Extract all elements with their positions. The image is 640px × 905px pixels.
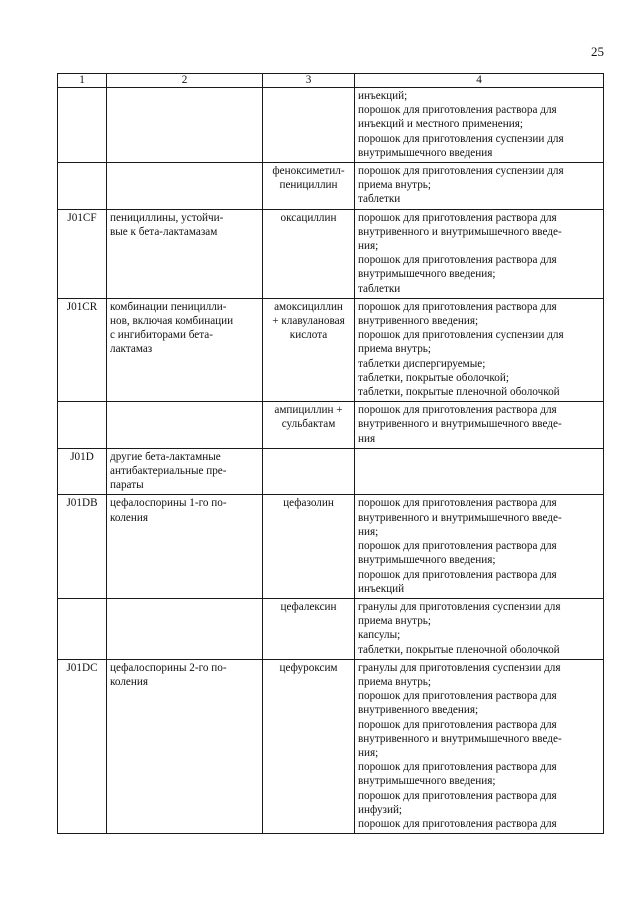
atc-code-cell: J01CR <box>58 298 107 401</box>
group-name-line: коления <box>110 511 148 524</box>
dosage-form-cell <box>355 598 604 659</box>
dosage-form-line: гранулы для приготовления суспензии для <box>358 600 561 613</box>
table-header-row <box>58 74 604 88</box>
group-name-line: антибактериальные пре- <box>110 465 227 478</box>
dosage-form-cell <box>355 88 604 163</box>
dosage-form-line: ния; <box>358 746 379 759</box>
group-name-line: другие бета-лактамные <box>110 450 221 463</box>
drug-name-cell <box>263 402 355 449</box>
group-name-line: пенициллины, устойчи- <box>110 211 224 224</box>
dosage-form-line: внутривенного и внутримышечного введе- <box>358 732 562 745</box>
dosage-form-line: внутривенного и внутримышечного введе- <box>358 511 562 524</box>
table-row <box>58 598 604 659</box>
group-name-line: параты <box>110 479 144 492</box>
drug-name-line: ампициллин + <box>274 404 343 417</box>
dosage-form-line: порошок для приготовления раствора для <box>358 254 557 267</box>
drug-name-line: цефалексин <box>280 600 337 613</box>
dosage-form-line: гранулы для приготовления суспензии для <box>358 661 561 674</box>
group-name-cell <box>107 598 263 659</box>
dosage-form-cell <box>355 209 604 298</box>
dosage-form-line: порошок для приготовления раствора для <box>358 497 557 510</box>
table-row <box>58 495 604 598</box>
dosage-form-line: внутривенного и внутримышечного введе- <box>358 418 562 431</box>
column-header-1: 1 <box>58 74 107 88</box>
drug-name-line: кислота <box>289 329 328 342</box>
dosage-form-line: порошок для приготовления раствора для <box>358 761 557 774</box>
drug-name-line: амоксициллин <box>274 300 343 313</box>
group-name-line: цефалоспорины 2-го по- <box>110 661 227 674</box>
table-row <box>58 88 604 163</box>
dosage-form-line: инъекций; <box>358 90 408 102</box>
group-name-cell <box>107 402 263 449</box>
atc-code-cell <box>58 598 107 659</box>
group-name-line: нов, включая комбинации <box>110 315 234 328</box>
drug-name-cell <box>263 495 355 598</box>
dosage-form-line: инъекций <box>358 582 405 595</box>
dosage-form-line: внутримышечного введения; <box>358 775 496 788</box>
group-name-cell <box>107 163 263 210</box>
group-name-cell <box>107 209 263 298</box>
dosage-form-line: внутримышечного введения <box>358 146 493 159</box>
atc-code-cell: J01CF <box>58 209 107 298</box>
dosage-form-line: приема внутрь; <box>358 615 431 628</box>
dosage-form-line: внутривенного введения; <box>358 315 479 328</box>
drug-name-cell <box>263 88 355 163</box>
group-name-cell <box>107 495 263 598</box>
dosage-form-line: таблетки <box>358 282 401 295</box>
dosage-form-line: инфузий; <box>358 803 403 816</box>
dosage-form-line: инъекций и местного применения; <box>358 118 523 131</box>
dosage-form-line: порошок для приготовления суспензии для <box>358 132 564 145</box>
column-header-4: 4 <box>355 74 604 88</box>
dosage-form-line: ния; <box>358 525 379 538</box>
dosage-form-cell <box>355 402 604 449</box>
drug-name-cell <box>263 659 355 833</box>
atc-code-cell <box>58 163 107 210</box>
drug-name-line: оксациллин <box>280 211 337 224</box>
table-body <box>58 88 604 834</box>
dosage-form-line: внутривенного и внутримышечного введе- <box>358 225 562 238</box>
dosage-form-line: капсулы; <box>358 629 401 642</box>
drug-name-line: цефуроксим <box>279 661 338 674</box>
dosage-form-cell <box>355 448 604 495</box>
drug-name-line: пенициллин <box>279 179 338 192</box>
dosage-form-line: внутримышечного введения; <box>358 554 496 567</box>
group-name-cell <box>107 298 263 401</box>
table-row <box>58 659 604 833</box>
table-row <box>58 448 604 495</box>
dosage-form-line: порошок для приготовления раствора для <box>358 211 557 224</box>
drug-name-cell <box>263 598 355 659</box>
column-header-3: 3 <box>263 74 355 88</box>
dosage-form-cell <box>355 163 604 210</box>
group-name-line: лактамаз <box>110 343 153 356</box>
dosage-form-cell <box>355 495 604 598</box>
atc-code-cell: J01DB <box>58 495 107 598</box>
table-row <box>58 209 604 298</box>
dosage-form-line: приема внутрь; <box>358 675 431 688</box>
dosage-form-cell <box>355 298 604 401</box>
group-name-line: комбинации пеницилли- <box>110 300 227 313</box>
atc-code-cell <box>58 402 107 449</box>
group-name-line: с ингибиторами бета- <box>110 329 213 342</box>
drug-name-cell <box>263 163 355 210</box>
dosage-form-line: внутримышечного введения; <box>358 268 496 281</box>
group-name-line: цефалоспорины 1-го по- <box>110 497 227 510</box>
dosage-form-line: таблетки, покрытые оболочкой; <box>358 371 509 384</box>
dosage-form-line: порошок для приготовления раствора для <box>358 817 557 830</box>
group-name-line: вые к бета-лактамазам <box>110 225 218 238</box>
column-header-2: 2 <box>107 74 263 88</box>
dosage-form-line: приема внутрь; <box>358 179 431 192</box>
dosage-form-line: порошок для приготовления раствора для <box>358 789 557 802</box>
dosage-form-line: таблетки, покрытые пленочной оболочкой <box>358 386 560 399</box>
dosage-form-line: таблетки <box>358 193 401 206</box>
drug-name-cell <box>263 448 355 495</box>
atc-code-cell: J01D <box>58 448 107 495</box>
dosage-form-line: порошок для приготовления раствора для <box>358 104 557 117</box>
table-row <box>58 298 604 401</box>
drug-name-cell <box>263 298 355 401</box>
drug-name-line: феноксиметил- <box>272 165 345 178</box>
dosage-form-line: таблетки диспергируемые; <box>358 357 486 370</box>
drug-name-line: + клавулановая <box>272 315 345 328</box>
medication-table <box>57 73 604 834</box>
atc-code-cell <box>58 88 107 163</box>
dosage-form-line: порошок для приготовления раствора для <box>358 568 557 581</box>
dosage-form-line: приема внутрь; <box>358 343 431 356</box>
drug-name-cell <box>263 209 355 298</box>
dosage-form-line: ния; <box>358 240 379 253</box>
dosage-form-line: ния <box>358 432 376 445</box>
group-name-line: коления <box>110 675 148 688</box>
dosage-form-line: таблетки, покрытые пленочной оболочкой <box>358 643 560 656</box>
page-number: 25 <box>591 44 604 59</box>
table-row <box>58 163 604 210</box>
group-name-cell <box>107 448 263 495</box>
drug-name-line: сульбактам <box>281 418 336 431</box>
dosage-form-line: порошок для приготовления раствора для <box>358 718 557 731</box>
dosage-form-line: порошок для приготовления раствора для <box>358 300 557 313</box>
dosage-form-line: порошок для приготовления раствора для <box>358 404 557 417</box>
table-row <box>58 402 604 449</box>
dosage-form-line: порошок для приготовления суспензии для <box>358 329 564 342</box>
dosage-form-line: порошок для приготовления раствора для <box>358 540 557 553</box>
group-name-cell <box>107 88 263 163</box>
drug-name-line: цефазолин <box>283 497 334 510</box>
dosage-form-cell <box>355 659 604 833</box>
dosage-form-line: внутривенного введения; <box>358 704 479 717</box>
dosage-form-line: порошок для приготовления раствора для <box>358 690 557 703</box>
dosage-form-line: порошок для приготовления суспензии для <box>358 165 564 178</box>
atc-code-cell: J01DC <box>58 659 107 833</box>
group-name-cell <box>107 659 263 833</box>
